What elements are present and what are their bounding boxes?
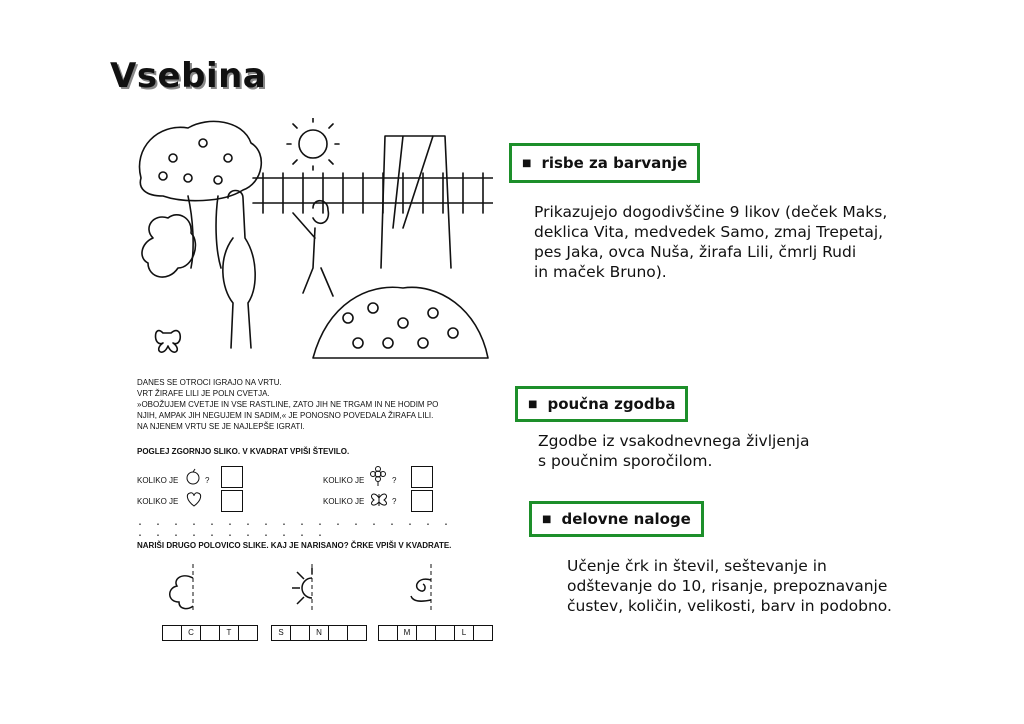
desc-line: čustev, količin, velikosti, barv in podobno. [567, 597, 892, 615]
feature-label-coloring [509, 143, 700, 183]
task-2-instruction: NARIŠI DRUGO POLOVICO SLIKE. KAJ JE NARISANO? ČRKE VPIŠI V KVADRATE. [137, 541, 452, 550]
feature-label-text: poučna zgodba [547, 395, 676, 413]
fence [253, 173, 493, 213]
feature-label-tasks [529, 501, 704, 537]
grid-cell[interactable] [435, 625, 455, 641]
koliko-label-butterfly: KOLIKO JE [323, 497, 365, 506]
hill-flowers [343, 303, 458, 348]
answer-box-apple[interactable] [221, 466, 243, 488]
desc-line: Prikazujejo dogodivščine 9 likov (deček Maks, [534, 203, 888, 221]
koliko-label-flower: KOLIKO JE [323, 476, 365, 485]
grid-cell[interactable]: N [309, 625, 329, 641]
grid-cell[interactable] [347, 625, 367, 641]
giraffe [223, 191, 255, 349]
grid-cell[interactable] [473, 625, 493, 641]
question-mark: ? [392, 497, 397, 506]
grid-cell[interactable]: M [397, 625, 417, 641]
boy [293, 201, 333, 296]
story-line-5: NA NJENEM VRTU SE JE NAJLEPŠE IGRATI. [137, 422, 305, 431]
grid-cell[interactable]: T [219, 625, 239, 641]
desc-line: Zgodbe iz vsakodnevnega življenja [538, 432, 810, 450]
koliko-label-heart: KOLIKO JE [137, 497, 179, 506]
flower-hill [313, 287, 488, 358]
feature-label-story [515, 386, 688, 422]
story-line-1: DANES SE OTROCI IGRAJO NA VRTU. [137, 378, 282, 387]
page-title: Vsebina [110, 56, 267, 96]
dotted-separator: . . . . . . . . . . . . . . . . . . . . . . . . . . . . . [137, 518, 453, 540]
heart-icon [184, 490, 204, 508]
bullet-icon: ■ [528, 398, 538, 410]
grid-cell[interactable]: S [271, 625, 291, 641]
letter-grid-1 [162, 625, 257, 641]
half-sun-drawing [280, 560, 324, 616]
question-mark: ? [205, 476, 210, 485]
half-cloud-drawing [165, 560, 205, 616]
grid-cell[interactable] [200, 625, 220, 641]
question-mark: ? [392, 476, 397, 485]
feature-desc-tasks [567, 556, 892, 616]
half-snail-drawing [405, 560, 445, 616]
grid-cell[interactable] [290, 625, 310, 641]
grid-cell[interactable] [238, 625, 258, 641]
feature-desc-story [538, 431, 810, 471]
desc-line: in maček Bruno). [534, 263, 667, 281]
feature-desc-coloring [534, 202, 887, 282]
desc-line: pes Jaka, ovca Nuša, žirafa Lili, čmrlj Rudi [534, 243, 857, 261]
desc-line: Učenje črk in števil, seštevanje in [567, 557, 827, 575]
answer-box-butterfly[interactable] [411, 490, 433, 512]
apple-icon [184, 468, 202, 486]
answer-box-heart[interactable] [221, 490, 243, 512]
grid-cell[interactable] [378, 625, 398, 641]
story-line-2: VRT ŽIRAFE LILI JE POLN CVETJA. [137, 389, 270, 398]
apples [159, 139, 232, 184]
butterfly-icon [368, 490, 390, 508]
task-1-instruction: POGLEJ ZGORNJO SLIKO. V KVADRAT VPIŠI ŠTEVILO. [137, 447, 350, 456]
coloring-illustration [133, 118, 493, 378]
sun [299, 130, 327, 158]
flower-icon [368, 466, 388, 486]
bullet-icon: ■ [542, 513, 552, 525]
letter-grid-2 [271, 625, 366, 641]
desc-line: deklica Vita, medvedek Samo, zmaj Trepetaj, [534, 223, 884, 241]
swing-frame [381, 136, 451, 268]
grid-cell[interactable] [162, 625, 182, 641]
bullet-icon: ■ [522, 157, 532, 169]
grid-cell[interactable] [328, 625, 348, 641]
story-line-3: »OBOŽUJEM CVETJE IN VSE RASTLINE, ZATO JIH NE TRGAM IN NE HODIM PO [137, 400, 439, 409]
letter-grid-3 [378, 625, 492, 641]
feature-label-text: risbe za barvanje [541, 154, 688, 172]
story-line-4: NJIH, AMPAK JIH NEGUJEM IN SADIM,« JE PONOSNO POVEDALA ŽIRAFA LILI. [137, 411, 434, 420]
answer-box-flower[interactable] [411, 466, 433, 488]
butterfly [156, 331, 181, 353]
sun-rays [287, 118, 339, 170]
tree-crown [139, 121, 261, 200]
desc-line: s poučnim sporočilom. [538, 452, 713, 470]
grid-cell[interactable] [416, 625, 436, 641]
grid-cell[interactable]: L [454, 625, 474, 641]
sheep [142, 215, 195, 277]
feature-label-text: delovne naloge [561, 510, 691, 528]
koliko-label-apple: KOLIKO JE [137, 476, 179, 485]
desc-line: odštevanje do 10, risanje, prepoznavanje [567, 577, 888, 595]
grid-cell[interactable]: C [181, 625, 201, 641]
